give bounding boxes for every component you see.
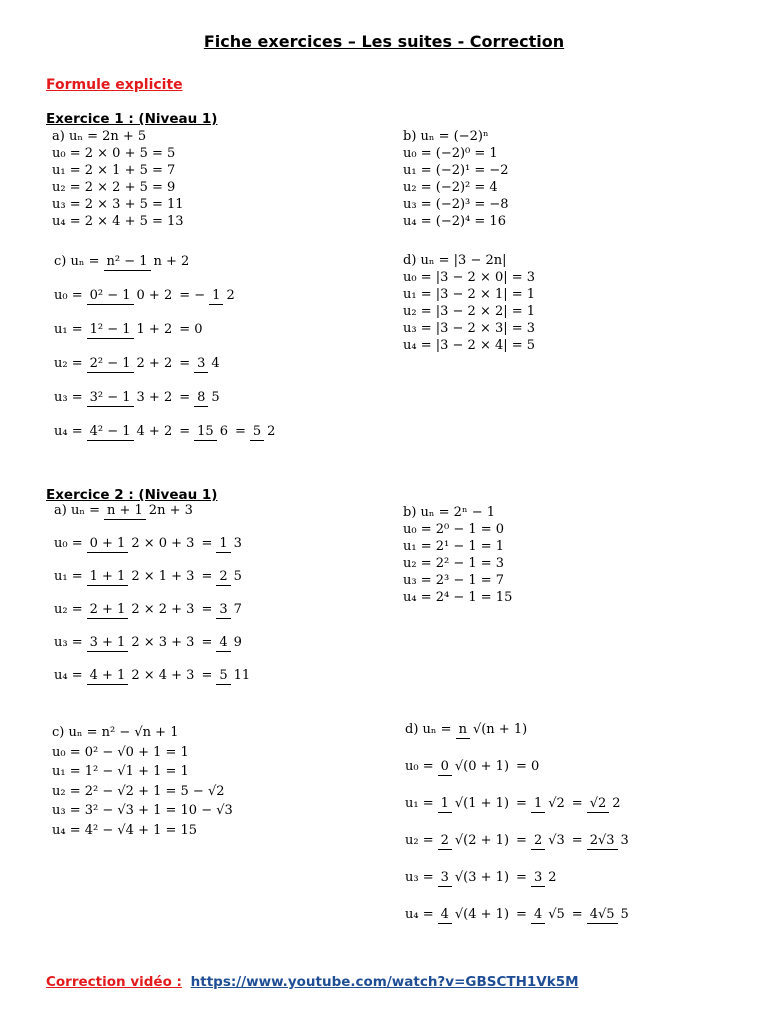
term-label: u₀ = xyxy=(54,536,83,551)
numerator: 3 xyxy=(216,602,230,619)
operator: = xyxy=(571,833,583,848)
term-label: u₄ = xyxy=(405,907,434,922)
fraction xyxy=(194,390,223,405)
numerator: 8 xyxy=(194,390,208,407)
operator: = xyxy=(201,602,213,617)
formula-term-3: u₃ = |3 − 2 × 3| = 3 xyxy=(403,321,536,336)
operator: = xyxy=(201,668,213,683)
fraction xyxy=(194,424,231,439)
numerator: 2 + 1 xyxy=(87,602,129,619)
numerator: 2² − 1 xyxy=(87,356,134,373)
formula-term-0: u₀ = |3 − 2 × 0| = 3 xyxy=(403,270,536,285)
formula-term-2: u₂ = 2 × 2 + 5 = 9 xyxy=(52,180,176,195)
formula-term-4: u₄ = (−2)⁴ = 16 xyxy=(403,214,506,229)
denominator: 2 × 0 + 3 xyxy=(131,536,195,551)
operator: = xyxy=(516,907,527,922)
denominator: 0 + 2 xyxy=(136,288,173,303)
numerator: 4 + 1 xyxy=(87,668,129,685)
operator: = xyxy=(234,424,246,439)
fraction xyxy=(194,356,223,371)
numerator: 1 xyxy=(209,288,223,305)
fraction xyxy=(87,322,176,337)
numerator: 15 xyxy=(194,424,217,441)
formula-term-1 xyxy=(52,569,247,584)
denominator: √(3 + 1) xyxy=(454,870,510,885)
formula-definition: a) uₙ = 2n + 5 xyxy=(52,129,147,144)
formula-term-4: u₄ = 2 × 4 + 5 = 13 xyxy=(52,214,184,229)
denominator: 2 xyxy=(226,288,235,303)
formula-term-2 xyxy=(403,833,634,848)
fraction xyxy=(531,907,568,922)
operator: = − xyxy=(179,288,206,303)
denominator: √(n + 1) xyxy=(472,722,528,737)
formula-term-0: u₀ = 0² − √0 + 1 = 1 xyxy=(52,744,189,760)
term-label: u₂ = xyxy=(54,602,83,617)
term-label: u₀ = xyxy=(405,759,434,774)
fraction xyxy=(531,870,560,885)
numerator: 3 xyxy=(531,870,545,887)
formula-term-1: u₁ = 1² − √1 + 1 = 1 xyxy=(52,764,189,779)
operator: = xyxy=(179,424,191,439)
denominator: n + 2 xyxy=(153,254,190,269)
denominator: √5 xyxy=(548,907,565,922)
formula-term-2 xyxy=(52,602,247,617)
denominator: 2 × 4 + 3 xyxy=(131,668,195,683)
term-label: u₂ = xyxy=(405,833,434,848)
formula-term-1 xyxy=(52,322,205,337)
denominator: √(1 + 1) xyxy=(454,796,510,811)
operator: = xyxy=(516,833,527,848)
numerator: 4√5 xyxy=(587,907,618,924)
formula-term-0 xyxy=(52,536,247,551)
operator: = xyxy=(201,569,213,584)
formula-term-3: u₃ = 2³ − 1 = 7 xyxy=(403,573,505,588)
fraction xyxy=(216,602,245,617)
denominator: 2 × 2 + 3 xyxy=(131,602,195,617)
term-label: u₁ = xyxy=(405,796,434,811)
formula-term-4 xyxy=(52,668,255,683)
formula-term-3 xyxy=(52,635,247,650)
fraction xyxy=(87,668,198,683)
numerator: 3 + 1 xyxy=(87,635,129,652)
fraction xyxy=(87,635,198,650)
denominator: 9 xyxy=(233,635,242,650)
term-label: u₄ = xyxy=(54,424,83,439)
numerator: 1 xyxy=(438,796,452,813)
formula-term-3 xyxy=(403,870,562,885)
operator: = xyxy=(201,536,213,551)
fraction xyxy=(531,796,568,811)
denominator: 11 xyxy=(233,668,251,683)
numerator: 4 xyxy=(438,907,452,924)
denominator: 2n + 3 xyxy=(148,503,193,518)
denominator: 4 + 2 xyxy=(136,424,173,439)
formula-definition: c) uₙ = n² − √n + 1 xyxy=(52,725,179,740)
formula-term-0: u₀ = 2⁰ − 1 = 0 xyxy=(403,522,505,537)
denominator: 5 xyxy=(233,569,242,584)
formula-definition: d) uₙ = |3 − 2n| xyxy=(403,253,507,268)
denominator: 3 xyxy=(620,833,629,848)
fraction xyxy=(216,668,253,683)
denominator: 2 × 3 + 3 xyxy=(131,635,195,650)
operator: = xyxy=(201,635,213,650)
fraction xyxy=(104,254,193,269)
fraction xyxy=(87,288,176,303)
operator: = xyxy=(571,796,583,811)
numerator: 5 xyxy=(216,668,230,685)
denominator: 5 xyxy=(211,390,220,405)
formula-label: c) uₙ = xyxy=(54,254,100,269)
exercise-1-title: Exercice 1 : (Niveau 1) xyxy=(46,111,218,127)
fraction xyxy=(87,536,198,551)
formula-term-1: u₁ = 2¹ − 1 = 1 xyxy=(403,539,505,554)
exercise-2-title: Exercice 2 : (Niveau 1) xyxy=(46,487,218,503)
denominator: 7 xyxy=(233,602,242,617)
formula-term-2: u₂ = |3 − 2 × 2| = 1 xyxy=(403,304,536,319)
numerator: 1 + 1 xyxy=(87,569,129,586)
numerator: 3 xyxy=(438,870,452,887)
formula-term-0 xyxy=(403,759,541,774)
denominator: 2 × 1 + 3 xyxy=(131,569,195,584)
formula-term-4: u₄ = |3 − 2 × 4| = 5 xyxy=(403,338,536,353)
operator: = xyxy=(516,796,527,811)
numerator: 2 xyxy=(216,569,230,586)
fraction xyxy=(87,356,176,371)
fraction xyxy=(87,602,198,617)
numerator: 4 xyxy=(216,635,230,652)
denominator: √(4 + 1) xyxy=(454,907,510,922)
formula-definition xyxy=(403,722,532,737)
fraction xyxy=(87,569,198,584)
formula-definition xyxy=(52,503,198,518)
term-label: u₄ = xyxy=(54,668,83,683)
operator: = 0 xyxy=(179,322,203,337)
operator: = xyxy=(179,390,191,405)
numerator: n + 1 xyxy=(104,503,146,520)
numerator: 1 xyxy=(216,536,230,553)
numerator: 0² − 1 xyxy=(87,288,134,305)
video-correction-label: Correction vidéo : xyxy=(46,974,182,990)
fraction xyxy=(250,424,279,439)
fraction xyxy=(587,833,632,848)
denominator: 6 xyxy=(219,424,228,439)
term-label: u₃ = xyxy=(54,390,83,405)
operator: = xyxy=(516,870,527,885)
formula-term-3: u₃ = 3² − √3 + 1 = 10 − √3 xyxy=(52,803,233,818)
formula-term-2: u₂ = (−2)² = 4 xyxy=(403,180,498,195)
formula-label: a) uₙ = xyxy=(54,503,100,518)
numerator: 3 xyxy=(194,356,208,373)
formula-term-2 xyxy=(52,356,225,371)
fraction xyxy=(587,796,624,811)
fraction xyxy=(87,424,176,439)
numerator: 2 xyxy=(438,833,452,850)
fraction xyxy=(456,722,531,737)
fraction xyxy=(104,503,196,518)
formula-term-1: u₁ = |3 − 2 × 1| = 1 xyxy=(403,287,536,302)
numerator: 1 xyxy=(531,796,545,813)
fraction xyxy=(438,870,512,885)
fraction xyxy=(438,759,512,774)
video-correction-link[interactable]: https://www.youtube.com/watch?v=GBSCTH1Vk5M xyxy=(190,974,579,990)
formula-term-1: u₁ = 2 × 1 + 5 = 7 xyxy=(52,163,176,178)
denominator: 2 xyxy=(548,870,557,885)
formula-term-0 xyxy=(52,288,240,303)
term-label: u₃ = xyxy=(405,870,434,885)
formula-term-4: u₄ = 2⁴ − 1 = 15 xyxy=(403,590,513,605)
operator: = xyxy=(571,907,583,922)
footer xyxy=(46,974,579,990)
denominator: 2 xyxy=(267,424,276,439)
denominator: 2 xyxy=(612,796,621,811)
denominator: 3 xyxy=(233,536,242,551)
numerator: 0 xyxy=(438,759,452,776)
term-label: u₁ = xyxy=(54,322,83,337)
operator: = 0 xyxy=(516,759,540,774)
formula-term-1: u₁ = (−2)¹ = −2 xyxy=(403,163,509,178)
term-label: u₀ = xyxy=(54,288,83,303)
section-title: Formule explicite xyxy=(46,77,183,93)
denominator: 5 xyxy=(620,907,629,922)
numerator: 4² − 1 xyxy=(87,424,134,441)
formula-definition xyxy=(52,254,194,269)
formula-label: d) uₙ = xyxy=(405,722,452,737)
formula-term-3: u₃ = (−2)³ = −8 xyxy=(403,197,509,212)
denominator: √(0 + 1) xyxy=(454,759,510,774)
term-label: u₂ = xyxy=(54,356,83,371)
fraction xyxy=(216,635,245,650)
formula-term-4: u₄ = 4² − √4 + 1 = 15 xyxy=(52,822,198,838)
fraction xyxy=(87,390,176,405)
numerator: n² − 1 xyxy=(104,254,151,271)
fraction xyxy=(209,288,238,303)
fraction xyxy=(216,569,245,584)
formula-term-0: u₀ = (−2)⁰ = 1 xyxy=(403,146,498,161)
formula-definition: b) uₙ = (−2)ⁿ xyxy=(403,129,489,144)
formula-term-4 xyxy=(52,424,280,439)
formula-term-3 xyxy=(52,390,225,405)
fraction xyxy=(587,907,632,922)
numerator: 1² − 1 xyxy=(87,322,134,339)
formula-term-2: u₂ = 2² − √2 + 1 = 5 − √2 xyxy=(52,783,225,799)
formula-term-2: u₂ = 2² − 1 = 3 xyxy=(403,556,505,571)
fraction xyxy=(438,907,512,922)
fraction xyxy=(438,833,512,848)
numerator: n xyxy=(456,722,470,739)
term-label: u₁ = xyxy=(54,569,83,584)
formula-term-4 xyxy=(403,907,634,922)
formula-term-3: u₃ = 2 × 3 + 5 = 11 xyxy=(52,197,184,212)
formula-definition: b) uₙ = 2ⁿ − 1 xyxy=(403,505,496,520)
term-label: u₃ = xyxy=(54,635,83,650)
denominator: 2 + 2 xyxy=(136,356,173,371)
fraction xyxy=(438,796,512,811)
numerator: √2 xyxy=(587,796,610,813)
numerator: 5 xyxy=(250,424,264,441)
page-title: Fiche exercices – Les suites - Correction xyxy=(203,32,565,51)
numerator: 2 xyxy=(531,833,545,850)
numerator: 4 xyxy=(531,907,545,924)
numerator: 2√3 xyxy=(587,833,618,850)
denominator: 3 + 2 xyxy=(136,390,173,405)
formula-term-1 xyxy=(403,796,626,811)
numerator: 3² − 1 xyxy=(87,390,134,407)
fraction xyxy=(216,536,245,551)
numerator: 0 + 1 xyxy=(87,536,129,553)
denominator: 1 + 2 xyxy=(136,322,173,337)
denominator: 4 xyxy=(211,356,220,371)
denominator: √(2 + 1) xyxy=(454,833,510,848)
denominator: √3 xyxy=(548,833,565,848)
formula-term-0: u₀ = 2 × 0 + 5 = 5 xyxy=(52,146,176,161)
denominator: √2 xyxy=(548,796,565,811)
operator: = xyxy=(179,356,191,371)
fraction xyxy=(531,833,568,848)
